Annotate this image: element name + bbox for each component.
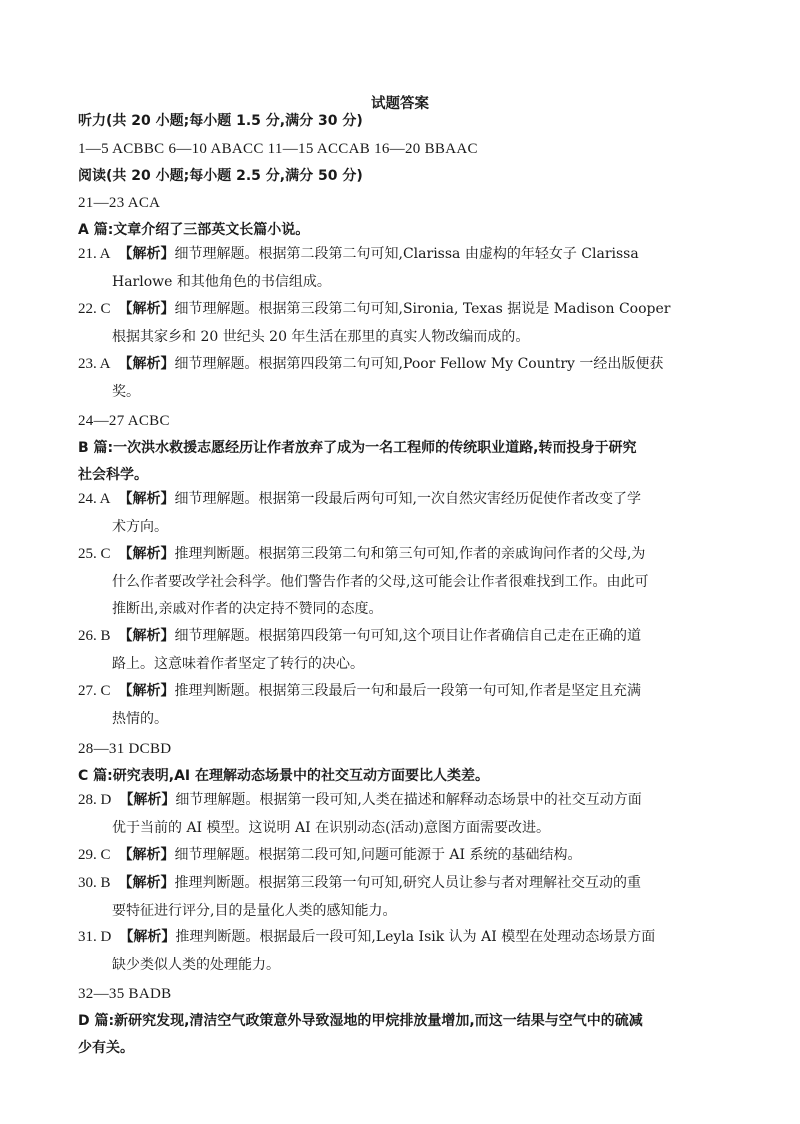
answer-item-27: 27. C 【解析】推理判断题。根据第三段最后一句和最后一段第一句可知,作者是坚定且充满 热情的。 (78, 683, 641, 727)
page-title: 试题答案 (371, 96, 429, 112)
answer-item-26: 26. B 【解析】细节理解题。根据第四段第一句可知,这个项目让作者确信自己走在正确的道 路上。这意味着作者坚定了转行的决心。 (78, 628, 641, 672)
answer-item-30: 30. B 【解析】推理判断题。根据第三段第一句可知,研究人员让参与者对理解社交互动的重 要特征进行评分,目的是量化人类的感知能力。 (78, 875, 641, 919)
answer-item-25: 25. C 【解析】推理判断题。根据第三段第二句和第三句可知,作者的亲戚询问作者的父母,为 什么作者要改学社会科学。他们警告作者的父母,这可能会让作者很难找到工作。由此可 推断出,亲戚对作者的决定持不赞同的态度。 (78, 546, 649, 617)
answer-item-29: 29. C 【解析】细节理解题。根据第二段可知,问题可能源于 AI 系统的基础结构。 (78, 847, 582, 863)
section-b-summary-cont: 社会科学。 (78, 467, 148, 483)
section-c-range: 28—31 DCBD (78, 741, 172, 757)
answer-item-22: 22. C 【解析】细节理解题。根据第三段第二句可知,Sironia, Texas 据说是 Madison Cooper 根据其家乡和 20 世纪头 20 年生活在那里的真实人物改编而成的。 (78, 301, 671, 345)
section-c-summary: C 篇:研究表明,AI 在理解动态场景中的社交互动方面要比人类差。 (78, 768, 489, 784)
answer-item-24: 24. A 【解析】细节理解题。根据第一段最后两句可知,一次自然灾害经历促使作者改变了学 术方向。 (78, 491, 641, 535)
answer-item-23: 23. A 【解析】细节理解题。根据第四段第二句可知,Poor Fellow My Country 一经出版便获 奖。 (78, 356, 664, 400)
section-d-range: 32—35 BADB (78, 986, 172, 1002)
section-d-summary: D 篇:新研究发现,清洁空气政策意外导致湿地的甲烷排放量增加,而这一结果与空气中的硫减 (78, 1013, 643, 1029)
reading-header: 阅读(共 20 小题;每小题 2.5 分,满分 50 分) (78, 168, 363, 184)
listening-header: 听力(共 20 小题;每小题 1.5 分,满分 30 分) (78, 113, 363, 129)
section-a-summary: A 篇:文章介绍了三部英文长篇小说。 (78, 222, 310, 238)
listening-answers: 1—5 ACBBC 6—10 ABACC 11—15 ACCAB 16—20 BBAAC (78, 141, 478, 157)
answer-item-28: 28. D 【解析】细节理解题。根据第一段可知,人类在描述和解释动态场景中的社交互动方面 优于当前的 AI 模型。这说明 AI 在识别动态(活动)意图方面需要改进。 (78, 792, 642, 836)
section-b-summary: B 篇:一次洪水救援志愿经历让作者放弃了成为一名工程师的传统职业道路,转而投身于研究 (78, 440, 637, 456)
section-b-range: 24—27 ACBC (78, 413, 170, 429)
section-d-summary-cont: 少有关。 (78, 1040, 134, 1056)
section-a-range: 21—23 ACA (78, 195, 161, 211)
answer-item-21: 21. A 【解析】细节理解题。根据第二段第二句可知,Clarissa 由虚构的年轻女子 Clarissa Harlowe 和其他角色的书信组成。 (78, 246, 639, 290)
answer-item-31: 31. D 【解析】推理判断题。根据最后一段可知,Leyla Isik 认为 AI 模型在处理动态场景方面 缺少类似人类的处理能力。 (78, 929, 656, 973)
